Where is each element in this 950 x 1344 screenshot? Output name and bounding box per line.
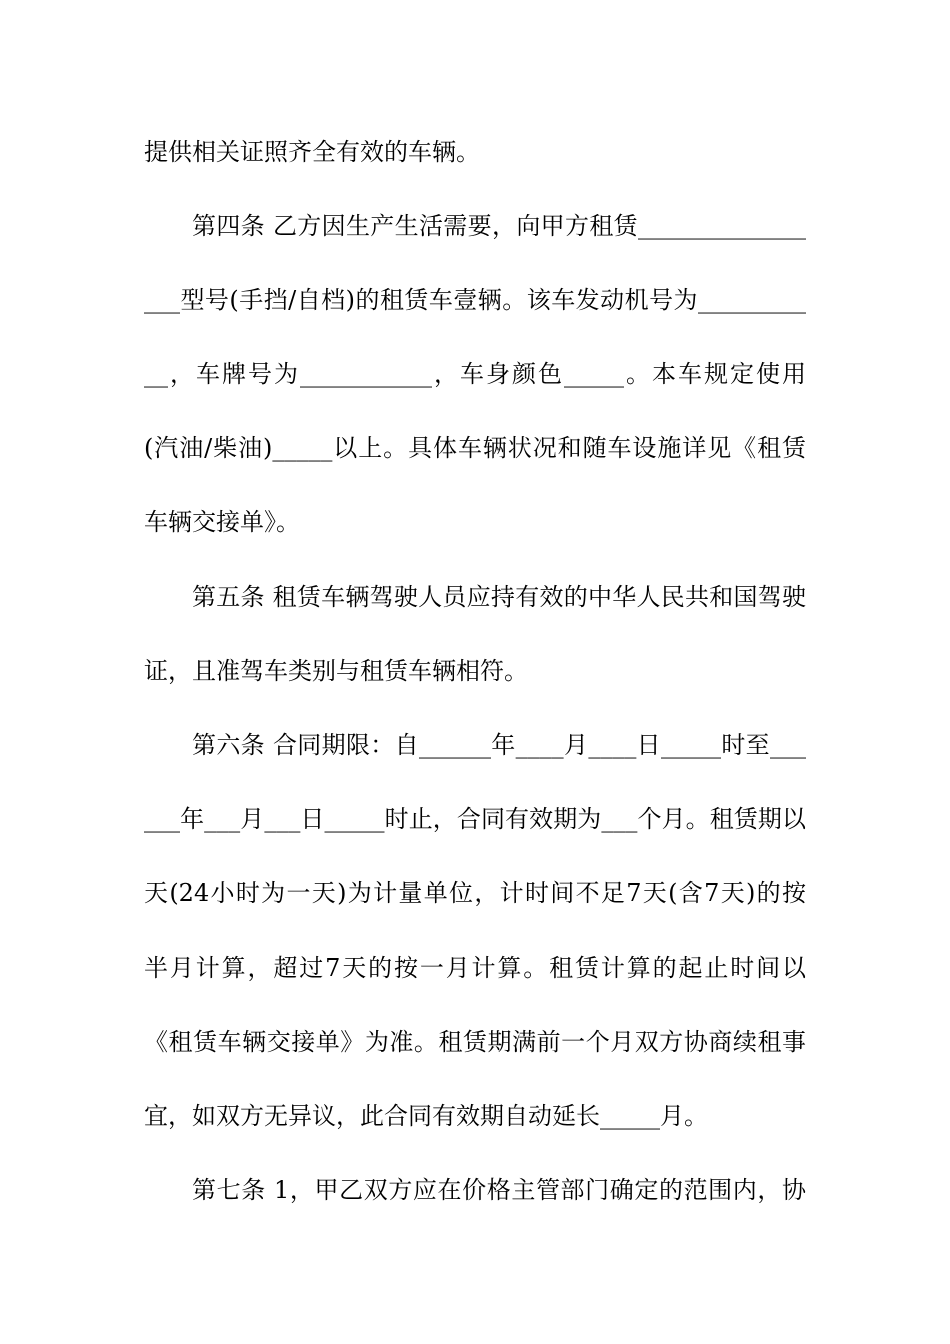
text-line: 宜，如双方无异议，此合同有效期自动延长_____月。 <box>144 1102 708 1130</box>
article-5-heading-line: 第五条 租赁车辆驾驶人员应持有效的中华人民共和国驾驶 <box>192 583 806 611</box>
text-line: ___年___月___日_____时止，合同有效期为___个月。租赁期以 <box>144 805 806 833</box>
text-line: 天(24小时为一天)为计量单位，计时间不足7天(含7天)的按 <box>144 879 806 907</box>
article-4-heading-line: 第四条 乙方因生产生活需要，向甲方租赁______________ <box>192 212 806 240</box>
text-line: __，车牌号为___________，车身颜色_____。本车规定使用 <box>144 360 806 388</box>
text-line: 提供相关证照齐全有效的车辆。 <box>144 138 480 166</box>
article-6-heading-line: 第六条 合同期限：自______年____月____日_____时至___ <box>192 731 806 759</box>
text-line: 证，且准驾车类别与租赁车辆相符。 <box>144 657 528 685</box>
text-line: 半月计算，超过7天的按一月计算。租赁计算的起止时间以 <box>144 954 806 982</box>
text-line: 车辆交接单》。 <box>144 508 300 536</box>
text-line: 《租赁车辆交接单》为准。租赁期满前一个月双方协商续租事 <box>144 1028 806 1056</box>
text-line: ___型号(手挡/自档)的租赁车壹辆。该车发动机号为_________ <box>144 286 806 314</box>
text-line: (汽油/柴油)_____以上。具体车辆状况和随车设施详见《租赁 <box>144 434 806 462</box>
article-7-heading-line: 第七条 1，甲乙双方应在价格主管部门确定的范围内，协 <box>192 1176 806 1204</box>
